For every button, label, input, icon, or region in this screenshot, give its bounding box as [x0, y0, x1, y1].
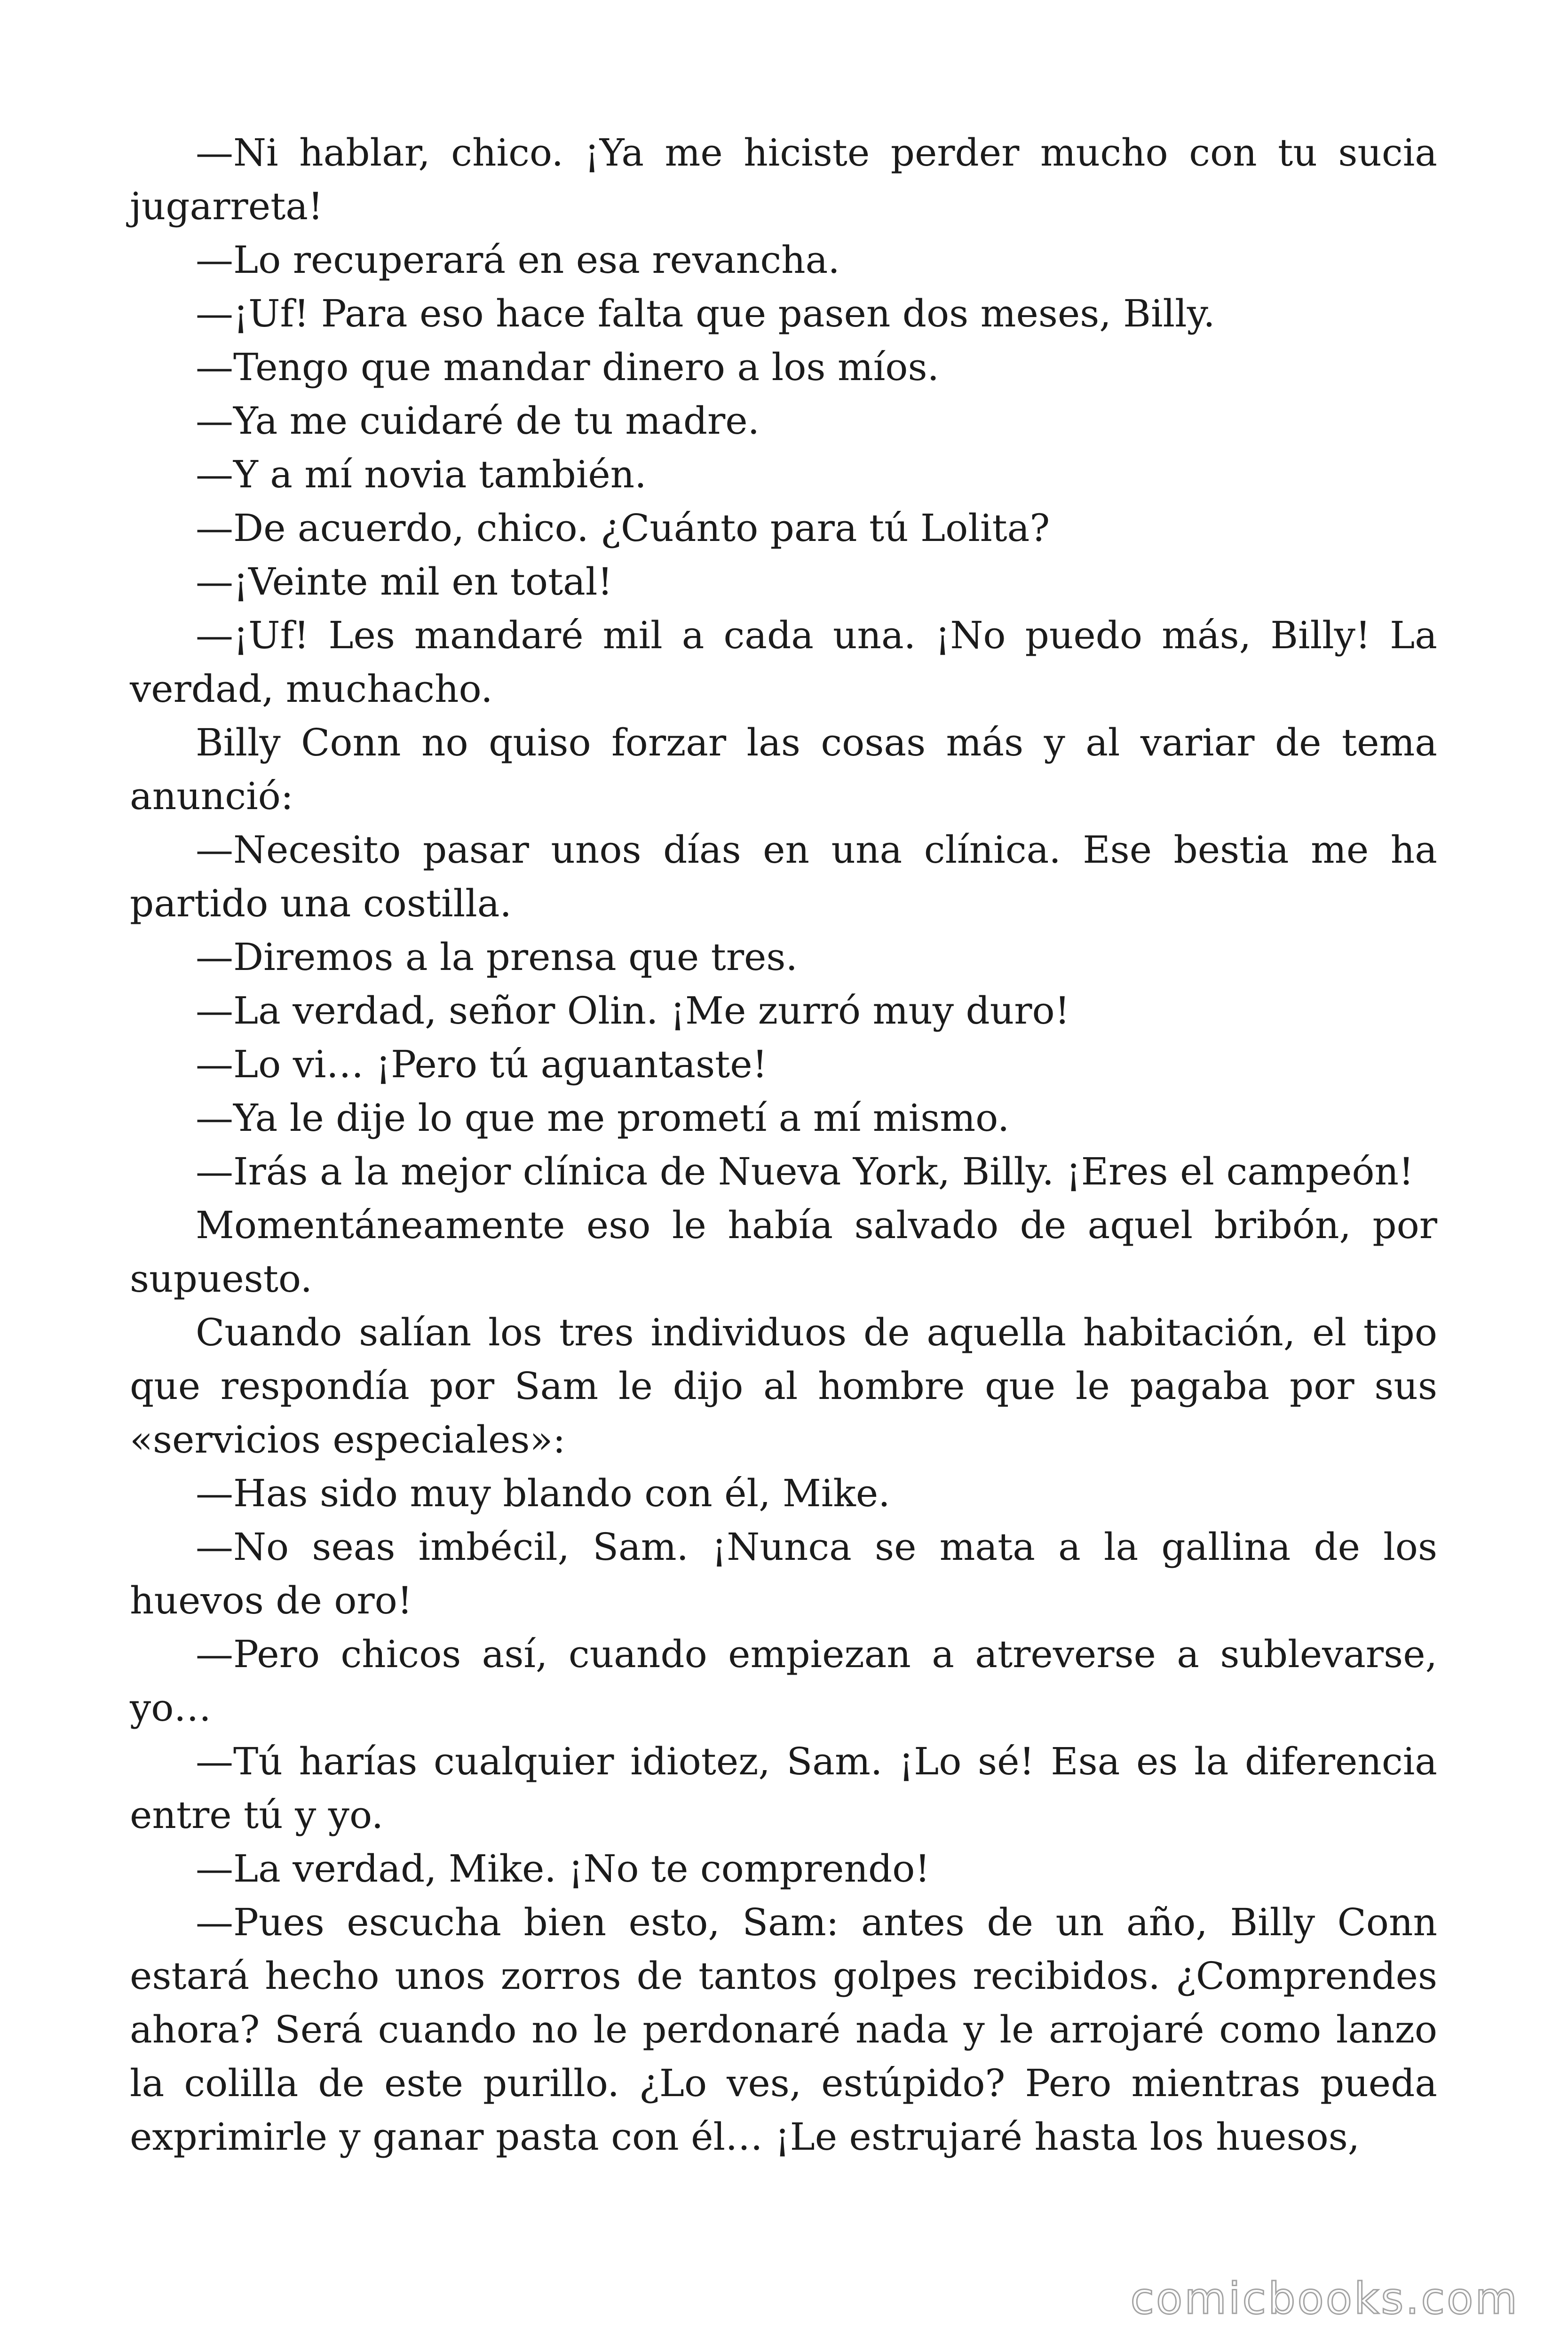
paragraph: —Lo recuperará en esa revancha. — [196, 238, 840, 282]
paragraph: Billy Conn no quiso forzar las cosas más y al variar de tema anunció: — [130, 721, 1437, 818]
paragraph: —Pues escucha bien esto, Sam: antes de un año, Billy Conn estará hecho unos zorros de tantos golpes recibidos. ¿Comprendes ahora? Será cuando no le perdonaré nada y le arrojaré como lanzo la colilla de este purillo. ¿Lo ves, estúpido? Pero mientras pueda exprimirle y ganar pasta con él… ¡Le estrujaré hasta los huesos, — [130, 1900, 1437, 2159]
paragraph: —Ni hablar, chico. ¡Ya me hiciste perder mucho con tu sucia jugarreta! — [130, 131, 1437, 228]
paragraph: —Has sido muy blando con él, Mike. — [196, 1471, 890, 1515]
body-text — [130, 126, 1437, 2164]
paragraph: —La verdad, Mike. ¡No te comprendo! — [196, 1847, 930, 1891]
paragraph: Momentáneamente eso le había salvado de aquel bribón, por supuesto. — [130, 1203, 1437, 1301]
paragraph: —Pero chicos así, cuando empiezan a atreverse a sublevarse, yo… — [130, 1632, 1437, 1730]
paragraph: —Tú harías cualquier idiotez, Sam. ¡Lo sé! Esa es la diferencia entre tú y yo. — [130, 1740, 1437, 1837]
paragraph: —Tengo que mandar dinero a los míos. — [196, 345, 939, 389]
paragraph: —¡Uf! Les mandaré mil a cada una. ¡No puedo más, Billy! La verdad, muchacho. — [130, 613, 1437, 711]
paragraph: —Lo vi… ¡Pero tú aguantaste! — [196, 1042, 768, 1086]
paragraph: —Ya le dije lo que me prometí a mí mismo. — [196, 1096, 1010, 1140]
paragraph: —Ya me cuidaré de tu madre. — [196, 399, 760, 443]
paragraph: Cuando salían los tres individuos de aquella habitación, el tipo que respondía por Sam le dijo al hombre que le pagaba por sus «servicios especiales»: — [130, 1311, 1437, 1462]
paragraph: —La verdad, señor Olin. ¡Me zurró muy duro! — [196, 989, 1070, 1033]
watermark: comicbooks.com — [1130, 2273, 1519, 2324]
paragraph: —Necesito pasar unos días en una clínica. Ese bestia me ha partido una costilla. — [130, 828, 1437, 925]
paragraph: —Y a mí novia también. — [196, 453, 647, 496]
paragraph: —Diremos a la prensa que tres. — [196, 935, 798, 979]
paragraph: —¡Veinte mil en total! — [196, 560, 613, 604]
paragraph: —No seas imbécil, Sam. ¡Nunca se mata a la gallina de los huevos de oro! — [130, 1525, 1437, 1622]
paragraph: —De acuerdo, chico. ¿Cuánto para tú Lolita? — [196, 506, 1050, 550]
paragraph: —Irás a la mejor clínica de Nueva York, Billy. ¡Eres el campeón! — [196, 1150, 1414, 1193]
paragraph: —¡Uf! Para eso hace falta que pasen dos meses, Billy. — [196, 292, 1215, 335]
